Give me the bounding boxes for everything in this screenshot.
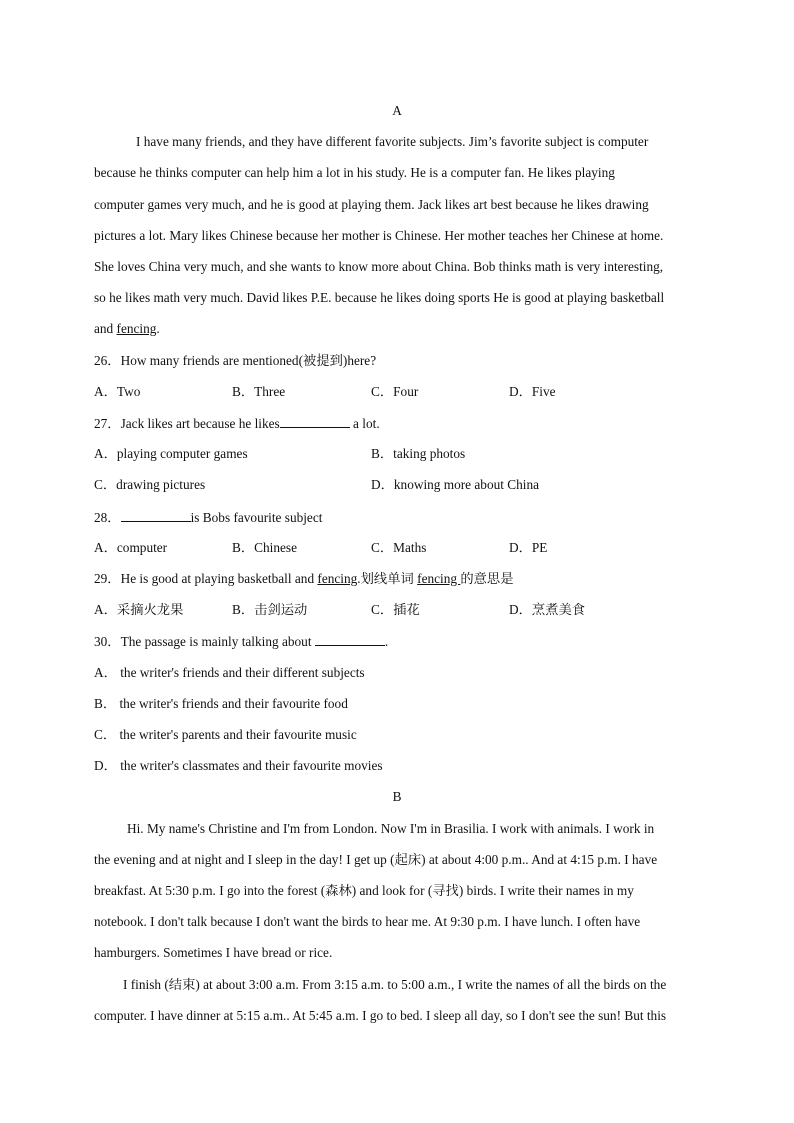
passage-a-line-7-post: . [156,321,160,336]
underlined-word-fencing: fencing [116,321,157,336]
question-27-stem [94,415,380,432]
question-27-option-b[interactable]: B．taking photos [371,446,466,461]
passage-a-line-7 [94,321,160,337]
passage-a-line-6: so he likes math very much. David likes P.E. because he likes doing sports He is good at playing basketball [94,290,665,305]
passage-b-line-4: notebook. I don't talk because I don't want the birds to hear me. At 9:30 p.m. I have lunch. I often have [94,914,641,929]
question-26-option-b[interactable]: B．Three [232,384,286,399]
passage-a-heading: A [392,103,402,118]
question-29-option-c[interactable]: C．插花 [371,602,420,617]
passage-b-line-1: Hi. My name's Christine and I'm from London. Now I'm in Brasilia. I work with animals. I work in [127,821,655,836]
question-29-stem-post: 的意思是 [460,571,514,586]
passage-a-line-2: because he thinks computer can help him a lot in his study. He is a computer fan. He likes playing [94,165,615,180]
answer-blank [280,415,350,428]
passage-b-line-2: the evening and at night and I sleep in the day! I get up (起床) at about 4:00 p.m.. And at 4:15 p.m. I have [94,852,658,867]
question-27-option-a[interactable]: A．playing computer games [94,446,248,461]
underlined-word-fencing: fencing [317,571,358,586]
question-28-option-d[interactable]: D．PE [509,540,548,555]
question-27-stem-pre: 27．Jack likes art because he likes [94,416,280,431]
question-29-stem [94,571,514,587]
passage-b-line-3: breakfast. At 5:30 p.m. I go into the forest (森林) and look for (寻找) birds. I write their names in my [94,883,634,898]
passage-a-line-5: She loves China very much, and she wants to know more about China. Bob thinks math is very interesting, [94,259,664,274]
passage-a-line-3: computer games very much, and he is good at playing them. Jack likes art best because he likes drawing [94,197,649,212]
question-30-stem-pre: 30．The passage is mainly talking about [94,634,315,649]
passage-a-line-7-pre: and [94,321,117,336]
question-29-option-d[interactable]: D．烹煮美食 [509,602,586,617]
question-28-option-a[interactable]: A．computer [94,540,168,555]
passage-b-line-6: I finish (结束) at about 3:00 a.m. From 3:15 a.m. to 5:00 a.m., I write the names of all the birds on the [123,977,667,992]
question-26-option-c[interactable]: C．Four [371,384,419,399]
question-28-stem-post: is Bobs favourite subject [190,510,323,525]
question-29-option-a[interactable]: A．采摘火龙果 [94,602,184,617]
question-26-option-d[interactable]: D．Five [509,384,556,399]
question-27-stem-post: a lot. [349,416,380,431]
question-30-option-b[interactable]: B． the writer's friends and their favourite food [94,696,348,711]
answer-blank [121,509,191,522]
passage-b-line-5: hamburgers. Sometimes I have bread or rice. [94,945,333,960]
question-30-stem [94,633,388,650]
question-28-stem [94,509,322,526]
underlined-word-fencing: fencing [417,571,461,586]
question-28-stem-pre: 28． [94,510,121,525]
question-30-option-c[interactable]: C． the writer's parents and their favourite music [94,727,357,742]
question-26-stem: 26．How many friends are mentioned(被提到)here? [94,353,377,368]
question-27-option-d[interactable]: D．knowing more about China [371,477,540,492]
passage-a-line-1: I have many friends, and they have different favorite subjects. Jim’s favorite subject is computer [136,134,649,149]
question-28-option-c[interactable]: C．Maths [371,540,427,555]
passage-b-heading: B [392,789,402,804]
question-30-option-a[interactable]: A． the writer's friends and their different subjects [94,665,365,680]
question-29-option-b[interactable]: B．击剑运动 [232,602,308,617]
question-29-stem-mid: .划线单词 [357,571,418,586]
passage-a-line-4: pictures a lot. Mary likes Chinese because her mother is Chinese. Her mother teaches her Chinese at home. [94,228,664,243]
passage-b-line-7: computer. I have dinner at 5:15 a.m.. At 5:45 a.m. I go to bed. I sleep all day, so I don't see the sun! But this [94,1008,667,1023]
question-26-option-a[interactable]: A．Two [94,384,141,399]
question-29-stem-pre: 29．He is good at playing basketball and [94,571,318,586]
question-30-option-d[interactable]: D． the writer's classmates and their favourite movies [94,758,383,773]
question-27-option-c[interactable]: C．drawing pictures [94,477,206,492]
question-28-option-b[interactable]: B．Chinese [232,540,298,555]
answer-blank [315,633,385,646]
question-30-stem-post: . [384,634,389,649]
